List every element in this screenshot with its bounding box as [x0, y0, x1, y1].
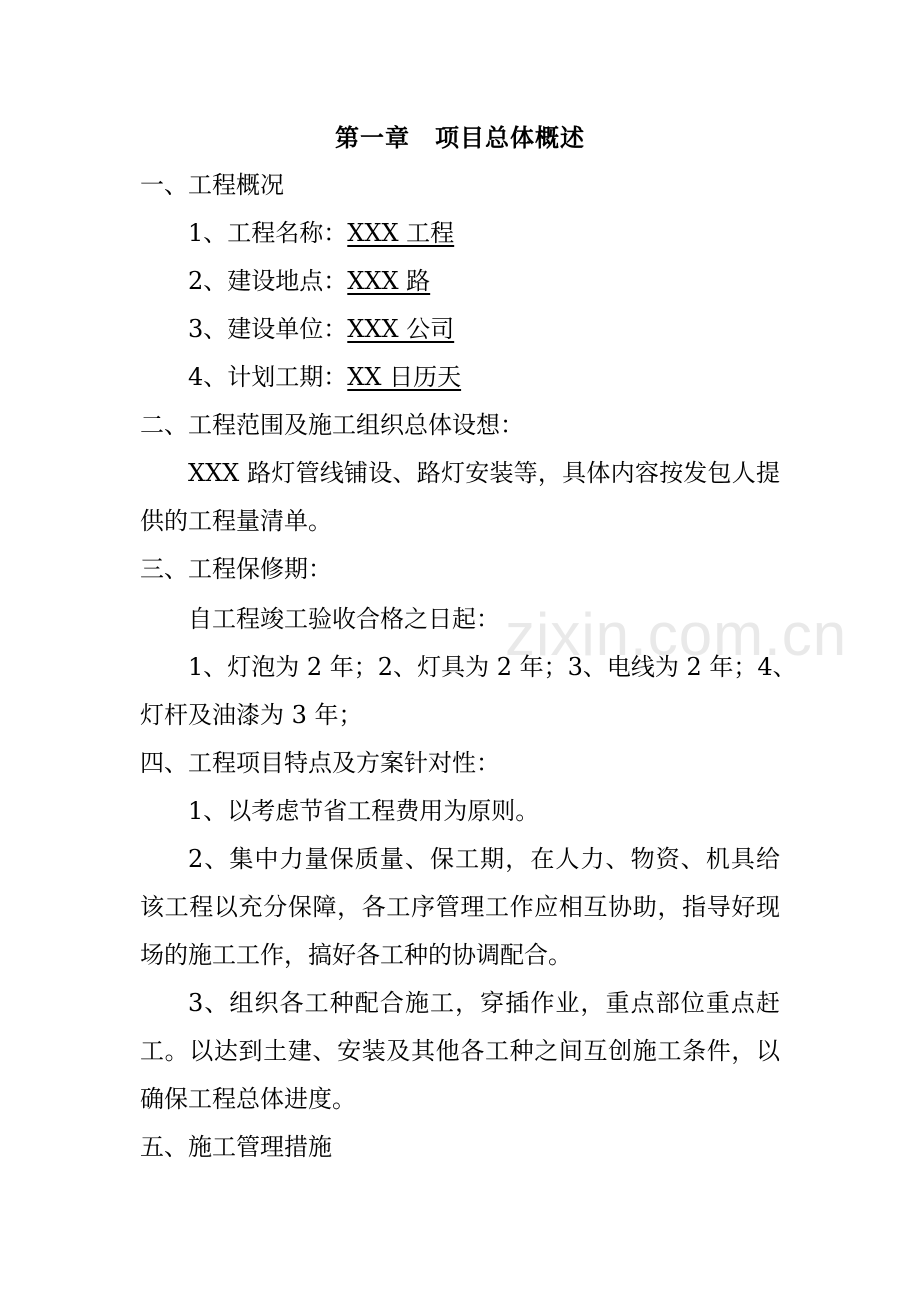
- watermark-text: zixin.com.cn: [505, 601, 848, 668]
- location-value: XXX 路: [347, 267, 431, 295]
- schedule-line: [188, 360, 461, 394]
- section-heading-scope: 二、工程范围及施工组织总体设想：: [140, 411, 524, 439]
- location-line: [188, 264, 430, 298]
- scope-paragraph-line-1: XXX 路灯管线铺设、路灯安装等，具体内容按发包人提: [188, 459, 780, 487]
- section-heading-overview: 一、工程概况: [140, 171, 284, 199]
- section-heading-features: 四、工程项目特点及方案针对性：: [140, 749, 500, 777]
- feature-2-line-1: 2、集中力量保质量、保工期，在人力、物资、机具给: [188, 845, 780, 873]
- warranty-terms-line-1: 1、灯泡为 2 年；2、灯具为 2 年；3、电线为 2 年；4、: [188, 653, 797, 681]
- feature-2-line-3: 场的施工工作，搞好各工种的协调配合。: [140, 941, 572, 969]
- section-heading-management: 五、施工管理措施: [140, 1133, 332, 1161]
- feature-2-line-2: 该工程以充分保障，各工序管理工作应相互协助，指导好现: [140, 893, 780, 921]
- project-name-value: XXX 工程: [347, 219, 455, 247]
- feature-3-line-1: 3、组织各工种配合施工，穿插作业，重点部位重点赶: [188, 989, 780, 1017]
- chapter-title: 第一章 项目总体概述: [335, 123, 585, 152]
- scope-paragraph-line-2: 供的工程量清单。: [140, 507, 332, 535]
- project-name-label: 1、工程名称：: [188, 219, 348, 247]
- schedule-label: 4、计划工期：: [188, 363, 348, 391]
- warranty-terms-line-2: 灯杆及油漆为 3 年；: [140, 701, 363, 729]
- owner-line: [188, 312, 454, 346]
- warranty-intro: 自工程竣工验收合格之日起：: [188, 605, 500, 633]
- schedule-value: XX 日历天: [347, 363, 462, 391]
- owner-label: 3、建设单位：: [188, 315, 348, 343]
- project-name-line: [188, 216, 454, 250]
- owner-value: XXX 公司: [347, 315, 455, 343]
- feature-3-line-3: 确保工程总体进度。: [140, 1085, 356, 1113]
- feature-1: 1、以考虑节省工程费用为原则。: [188, 797, 540, 825]
- feature-3-line-2: 工。以达到土建、安装及其他各工种之间互创施工条件，以: [140, 1037, 780, 1065]
- location-label: 2、建设地点：: [188, 267, 348, 295]
- section-heading-warranty: 三、工程保修期：: [140, 555, 332, 583]
